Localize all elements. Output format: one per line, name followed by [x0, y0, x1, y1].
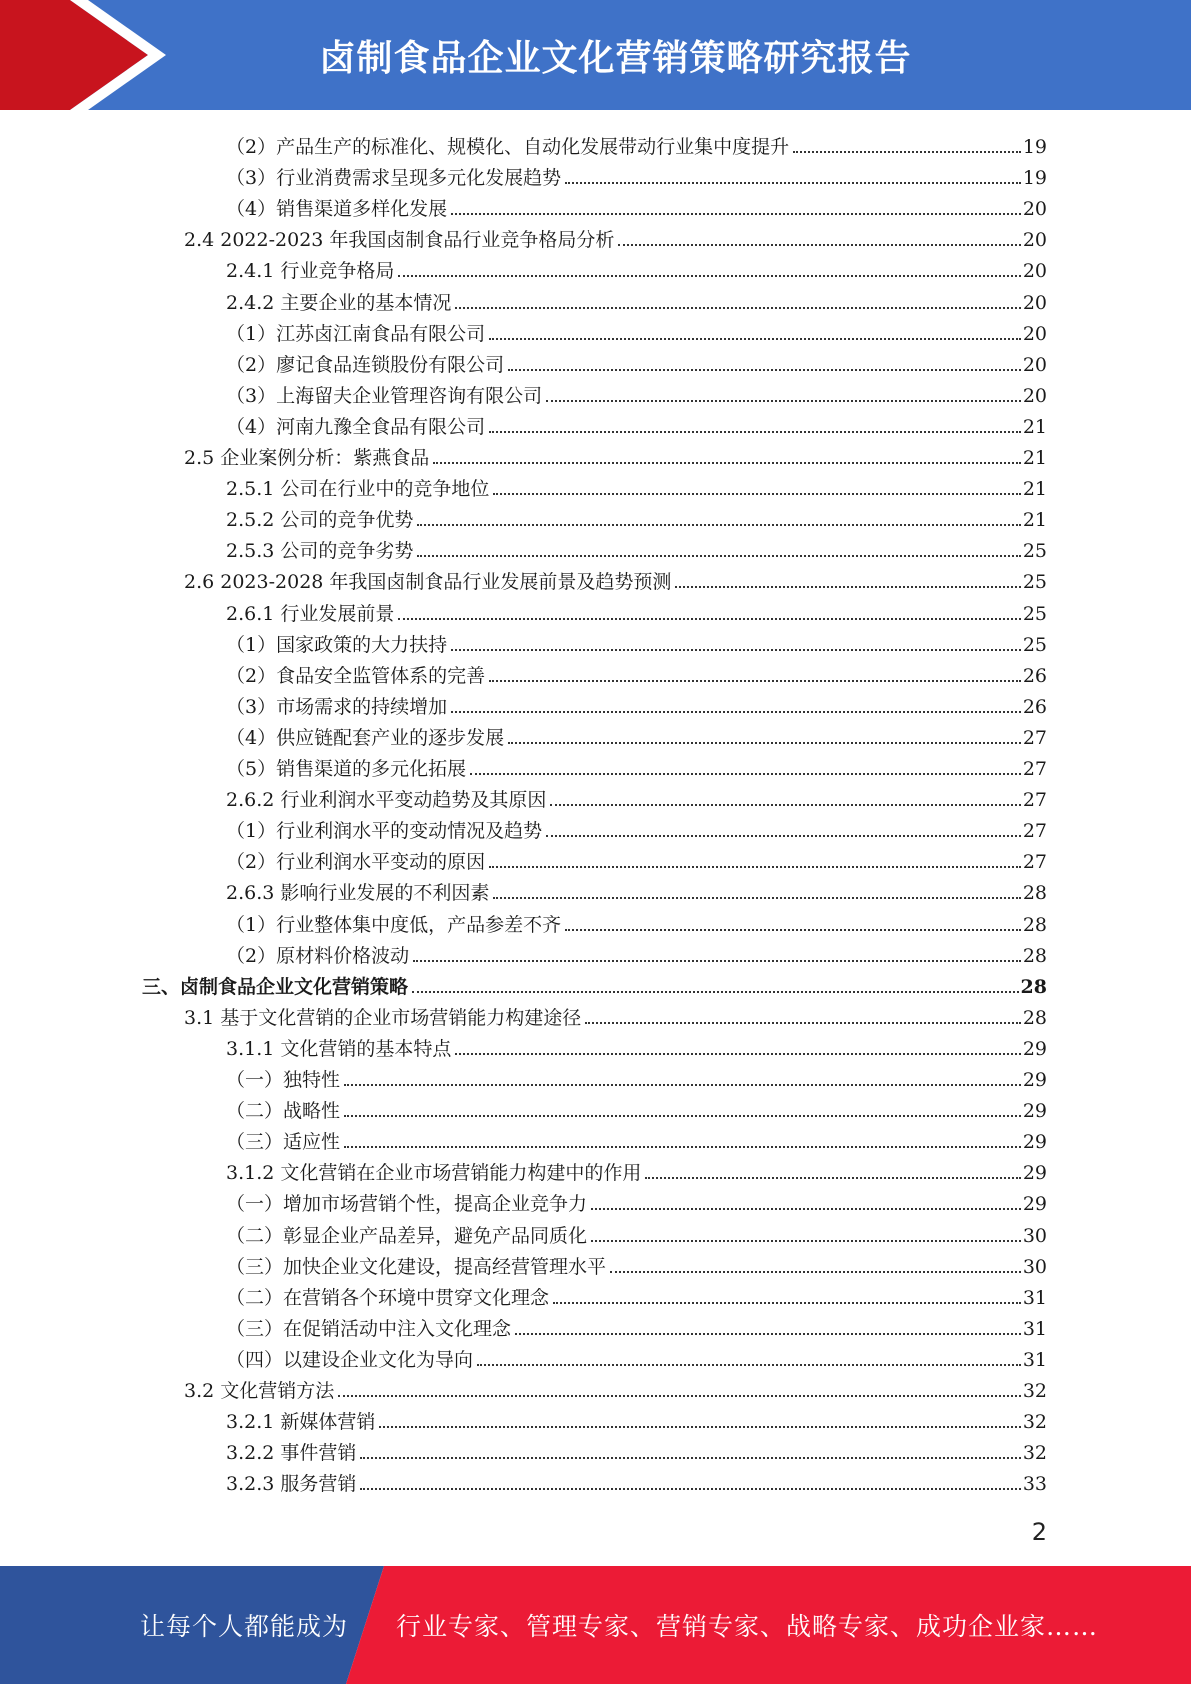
toc-entry-label: （4）销售渠道多样化发展	[226, 198, 448, 221]
toc-entry-page: 28	[1022, 1006, 1047, 1029]
toc-entry-label: 3.2.3 服务营销	[226, 1473, 357, 1496]
header-banner	[0, 0, 1191, 110]
toc-entry-label: （1）行业利润水平的变动情况及趋势	[226, 820, 543, 843]
toc-leader-dots	[379, 1426, 1020, 1428]
toc-entry-page: 20	[1022, 353, 1047, 376]
toc-leader-dots	[591, 1208, 1021, 1210]
toc-entry-page: 27	[1022, 851, 1047, 874]
toc-entry-page: 30	[1022, 1255, 1047, 1278]
toc-entry-label: （5）销售渠道的多元化拓展	[226, 758, 467, 780]
toc-entry[interactable]	[226, 315, 1047, 346]
toc-leader-dots	[493, 493, 1020, 495]
toc-entry-label: （一）增加市场营销个性，提高企业竞争力	[226, 1193, 588, 1216]
toc-entry[interactable]	[226, 1185, 1047, 1216]
toc-entry-label: （二）彰显企业产品差异，避免产品同质化	[226, 1224, 588, 1247]
toc-entry-label: 三、卤制食品企业文化营销策略	[142, 975, 409, 998]
toc-entry-label: （2）原材料价格波动	[226, 944, 410, 967]
toc-entry-page: 28	[1022, 944, 1047, 967]
toc-entry-page: 32	[1022, 1411, 1047, 1434]
toc-entry-page: 27	[1022, 789, 1047, 812]
toc-entry-label: 3.2 文化营销方法	[184, 1380, 335, 1402]
toc-leader-dots	[344, 1115, 1021, 1117]
toc-leader-dots	[591, 1240, 1021, 1242]
toc-entry[interactable]	[226, 252, 1047, 283]
toc-entry-label: 2.5.3 公司的竞争劣势	[226, 540, 414, 563]
toc-entry[interactable]	[226, 1030, 1047, 1061]
toc-entry-page: 20	[1022, 260, 1047, 283]
toc-entry[interactable]	[226, 1248, 1047, 1279]
toc-leader-dots	[550, 804, 1020, 806]
toc-entry-page: 21	[1022, 509, 1047, 532]
toc-entry[interactable]	[226, 843, 1047, 874]
toc-entry-page: 27	[1022, 726, 1047, 749]
toc-entry-page: 27	[1022, 820, 1047, 843]
report-title: 卤制食品企业文化营销策略研究报告	[319, 37, 912, 79]
toc-entry[interactable]	[184, 563, 1047, 594]
toc-entry[interactable]	[226, 1279, 1047, 1310]
toc-leader-dots	[618, 244, 1020, 246]
toc-entry[interactable]	[226, 1154, 1047, 1185]
toc-entry-page: 20	[1022, 291, 1047, 314]
toc-leader-dots	[417, 555, 1020, 557]
toc-entry-label: （1）国家政策的大力扶持	[226, 633, 448, 656]
toc-entry[interactable]	[226, 906, 1047, 937]
toc-leader-dots	[344, 1084, 1021, 1086]
toc-leader-dots	[546, 400, 1021, 402]
toc-entry[interactable]	[226, 1341, 1047, 1372]
toc-leader-dots	[508, 369, 1021, 371]
toc-leader-dots	[565, 929, 1021, 931]
toc-entry-label: （3）行业消费需求呈现多元化发展趋势	[226, 167, 562, 190]
toc-entry-page: 26	[1022, 695, 1047, 718]
toc-entry-label: 2.4 2022-2023 年我国卤制食品行业竞争格局分析	[184, 229, 615, 252]
toc-entry-page: 29	[1022, 1131, 1047, 1154]
toc-entry[interactable]	[226, 812, 1047, 843]
toc-entry-label: （二）战略性	[226, 1100, 341, 1123]
toc-entry[interactable]	[226, 1310, 1047, 1341]
toc-entry-page: 29	[1022, 1100, 1047, 1123]
toc-leader-dots	[645, 1177, 1020, 1179]
toc-entry-page: 28	[1022, 882, 1047, 905]
toc-leader-dots	[493, 897, 1020, 899]
toc-entry[interactable]	[226, 1217, 1047, 1248]
toc-entry[interactable]	[226, 128, 1047, 159]
toc-entry-label: （三）适应性	[226, 1131, 341, 1154]
toc-leader-dots	[477, 1364, 1021, 1366]
toc-leader-dots	[508, 742, 1021, 744]
toc-entry-label: 2.6.3 影响行业发展的不利因素	[226, 882, 490, 905]
toc-entry[interactable]	[226, 750, 1047, 781]
toc-entry[interactable]	[226, 501, 1047, 532]
toc-entry-page: 32	[1022, 1442, 1047, 1465]
toc-entry[interactable]	[226, 377, 1047, 408]
toc-entry-page: 21	[1022, 415, 1047, 438]
toc-leader-dots	[451, 711, 1021, 713]
toc-entry-label: （4）河南九豫全食品有限公司	[226, 415, 486, 438]
toc-entry[interactable]	[226, 874, 1047, 905]
toc-leader-dots	[515, 1333, 1021, 1335]
toc-entry[interactable]	[226, 595, 1047, 626]
toc-entry-label: （二）在营销各个环境中贯穿文化理念	[226, 1286, 550, 1309]
toc-entry-label: 2.5.1 公司在行业中的竞争地位	[226, 478, 490, 501]
toc-entry-page: 21	[1022, 447, 1047, 469]
toc-leader-dots	[455, 307, 1020, 309]
toc-entry[interactable]	[226, 781, 1047, 812]
toc-entry-page: 31	[1022, 1317, 1047, 1340]
toc-entry-page: 28	[1022, 913, 1047, 936]
toc-leader-dots	[338, 1395, 1021, 1397]
toc-entry-page: 19	[1022, 167, 1047, 190]
toc-leader-dots	[344, 1146, 1021, 1148]
toc-entry-label: （三）加快企业文化建设，提高经营管理水平	[226, 1255, 607, 1278]
toc-leader-dots	[398, 618, 1020, 620]
toc-leader-dots	[360, 1457, 1020, 1459]
toc-entry-label: （一）独特性	[226, 1069, 341, 1091]
toc-entry[interactable]	[226, 470, 1047, 501]
toc-entry-label: 3.1 基于文化营销的企业市场营销能力构建途径	[184, 1006, 582, 1029]
toc-entry-label: 2.6 2023-2028 年我国卤制食品行业发展前景及趋势预测	[184, 571, 672, 594]
page-number: 2	[1031, 1518, 1047, 1546]
toc-entry-page: 19	[1022, 136, 1047, 158]
toc-entry-page: 29	[1022, 1162, 1047, 1185]
toc-leader-dots	[451, 213, 1021, 215]
toc-leader-dots	[553, 1302, 1021, 1304]
toc-entry-page: 25	[1022, 602, 1047, 625]
toc-entry-label: （四）以建设企业文化为导向	[226, 1348, 474, 1371]
toc-leader-dots	[793, 151, 1021, 153]
toc-entry-page: 31	[1022, 1348, 1047, 1371]
toc-leader-dots	[451, 649, 1021, 651]
toc-entry[interactable]	[184, 999, 1047, 1030]
toc-entry-label: （1）江苏卤江南食品有限公司	[226, 322, 486, 345]
toc-leader-dots	[470, 773, 1021, 775]
toc-entry[interactable]	[184, 221, 1047, 252]
toc-entry-page: 20	[1022, 229, 1047, 252]
toc-entry-page: 33	[1022, 1473, 1047, 1496]
toc-entry-label: 2.6.1 行业发展前景	[226, 602, 395, 625]
toc-entry-label: 3.2.1 新媒体营销	[226, 1411, 376, 1434]
toc-entry-label: 3.1.1 文化营销的基本特点	[226, 1037, 452, 1060]
toc-entry-page: 31	[1022, 1286, 1047, 1309]
toc-entry[interactable]	[226, 284, 1047, 315]
toc-leader-dots	[489, 338, 1021, 340]
toc-entry-page: 26	[1022, 664, 1047, 687]
toc-leader-dots	[489, 431, 1021, 433]
toc-entry-label: （2）廖记食品连锁股份有限公司	[226, 353, 505, 376]
toc-entry[interactable]	[226, 1434, 1047, 1465]
toc-leader-dots	[413, 960, 1021, 962]
toc-entry-label: （1）行业整体集中度低，产品参差不齐	[226, 913, 562, 936]
toc-leader-dots	[398, 275, 1020, 277]
toc-entry[interactable]	[142, 968, 1047, 999]
toc-entry-page: 27	[1022, 758, 1047, 780]
toc-leader-dots	[417, 524, 1020, 526]
toc-entry-page: 25	[1022, 633, 1047, 656]
toc-leader-dots	[455, 1053, 1020, 1055]
toc-entry-label: （4）供应链配套产业的逐步发展	[226, 726, 505, 749]
toc-entry[interactable]	[226, 688, 1047, 719]
toc-entry-page: 32	[1022, 1380, 1047, 1402]
footer-slogan-right: 行业专家、管理专家、营销专家、战略专家、成功企业家……	[396, 1612, 1099, 1641]
toc-leader-dots	[489, 866, 1021, 868]
toc-leader-dots	[610, 1271, 1021, 1273]
toc-leader-dots	[585, 1022, 1021, 1024]
toc-entry-label: （2）行业利润水平变动的原因	[226, 851, 486, 874]
toc-entry[interactable]	[226, 626, 1047, 657]
toc-leader-dots	[360, 1488, 1020, 1490]
toc-entry-label: 2.5 企业案例分析：紫燕食品	[184, 447, 430, 469]
toc-entry[interactable]	[226, 1403, 1047, 1434]
toc-entry-label: 2.6.2 行业利润水平变动趋势及其原因	[226, 789, 547, 812]
toc-entry[interactable]	[226, 346, 1047, 377]
footer-slogan-left: 让每个人都能成为	[140, 1612, 349, 1641]
toc-entry-label: 3.2.2 事件营销	[226, 1442, 357, 1465]
toc-entry-label: 3.1.2 文化营销在企业市场营销能力构建中的作用	[226, 1162, 642, 1185]
footer-banner	[0, 1566, 1191, 1684]
toc-entry-page: 29	[1022, 1069, 1047, 1091]
toc-entry-page: 25	[1022, 571, 1047, 594]
toc-entry-page: 30	[1022, 1224, 1047, 1247]
toc-entry[interactable]	[226, 1465, 1047, 1496]
toc-entry[interactable]	[184, 439, 1047, 470]
toc-entry-page: 25	[1022, 540, 1047, 563]
toc-entry-label: （2）食品安全监管体系的完善	[226, 664, 486, 687]
toc-leader-dots	[565, 182, 1021, 184]
toc-entry-page: 29	[1022, 1193, 1047, 1216]
toc-entry-label: 2.4.2 主要企业的基本情况	[226, 291, 452, 314]
toc-entry-page: 21	[1022, 478, 1047, 501]
toc-entry-label: （3）市场需求的持续增加	[226, 695, 448, 718]
toc-entry[interactable]	[184, 1372, 1047, 1403]
toc-entry[interactable]	[226, 1092, 1047, 1123]
toc-entry[interactable]	[226, 159, 1047, 190]
toc-entry-label: （三）在促销活动中注入文化理念	[226, 1317, 512, 1340]
toc-entry[interactable]	[226, 532, 1047, 563]
toc-entry-label: 2.5.2 公司的竞争优势	[226, 509, 414, 532]
toc-leader-dots	[412, 991, 1019, 993]
toc-entry-page: 28	[1020, 975, 1047, 998]
toc-entry-label: 2.4.1 行业竞争格局	[226, 260, 395, 283]
toc-entry-label: （2）产品生产的标准化、规模化、自动化发展带动行业集中度提升	[226, 136, 790, 158]
toc-entry-page: 20	[1022, 322, 1047, 345]
toc-entry-page: 20	[1022, 384, 1047, 407]
toc-entry-label: （3）上海留夫企业管理咨询有限公司	[226, 384, 543, 407]
toc-entry[interactable]	[226, 657, 1047, 688]
toc-entry[interactable]	[226, 937, 1047, 968]
toc-entry[interactable]	[226, 1123, 1047, 1154]
toc-entry-page: 29	[1022, 1037, 1047, 1060]
toc-entry-page: 20	[1022, 198, 1047, 221]
toc-leader-dots	[489, 680, 1021, 682]
toc-leader-dots	[675, 586, 1020, 588]
toc-entry[interactable]	[226, 190, 1047, 221]
toc-entry[interactable]	[226, 1061, 1047, 1092]
toc-leader-dots	[433, 462, 1021, 464]
toc-entry[interactable]	[226, 408, 1047, 439]
toc-entry[interactable]	[226, 719, 1047, 750]
toc-leader-dots	[546, 835, 1021, 837]
